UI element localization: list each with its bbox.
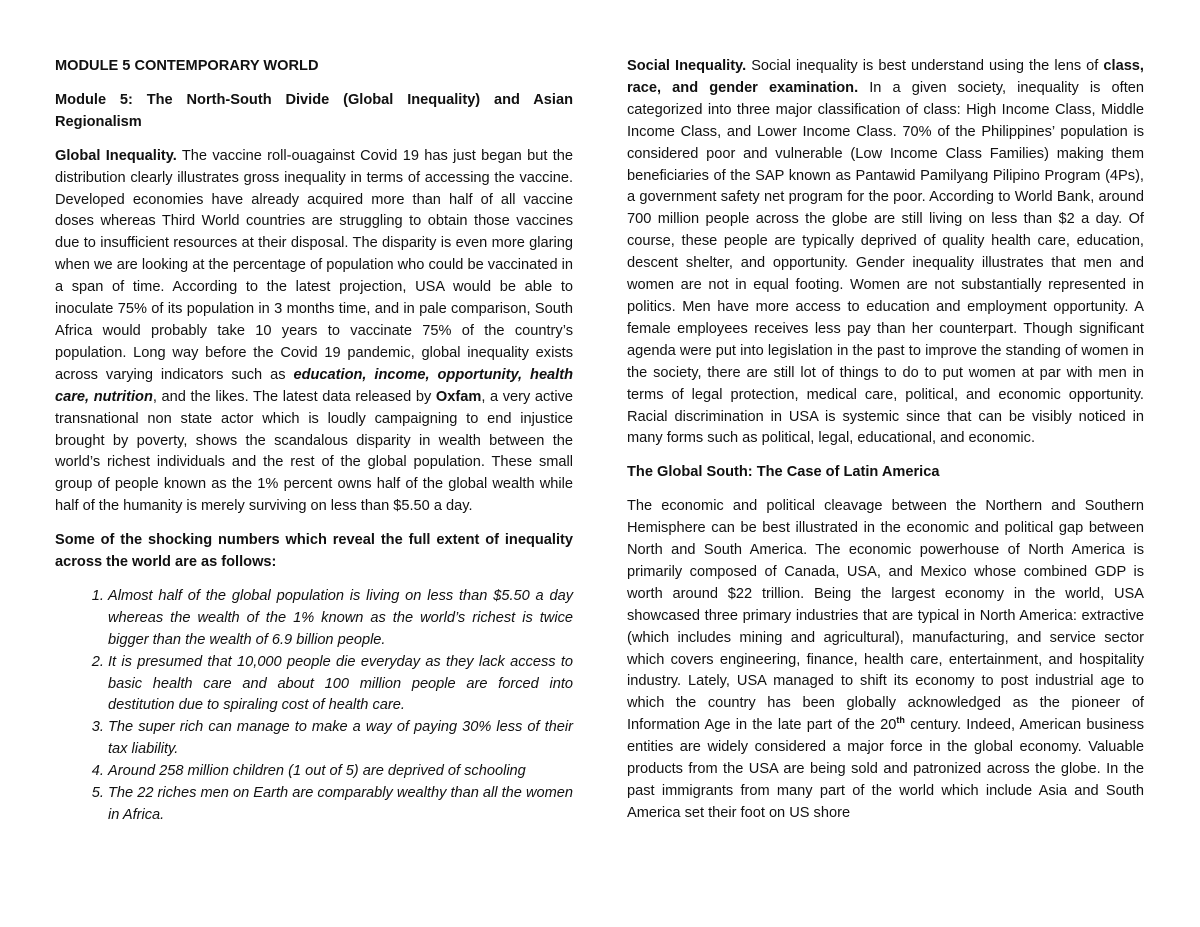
section-heading-global-south: The Global South: The Case of Latin America xyxy=(627,464,940,481)
oxfam-name: Oxfam xyxy=(435,388,482,405)
class-race-gender: class, race, and gender examination. xyxy=(627,58,1144,96)
list-item: 2. It is presumed that 10,000 people die everyday as they lack access to basic health care and about 100 million people are forced into destitution due to spiraling cost of health care. xyxy=(108,652,573,718)
social-inequality-text-b: In a given society, inequality is often categorized into three major classification of class: High Income Class, Middle Income Class, and Lower Income Class. 70% of the Philippines’ population is considered poor and vulnerable (Low Income Class Families) making them beneficiaries of the SAP known as Pantawid Pamilyang Pilipino Program (4Ps), a government safety net program for the poor. According to World Bank, around 700 million people across the globe are still living on less than $2 a day. Of course, these people are typically deprived of quality health care, education, descent shelter, and opportunity. Gender inequality illustrates that men and women are not in equal footing. Women are not substantially represented in politics. Men have more access to education and employment opportunity. A female employees receives less pay than her counterpart. Though significant agenda were put into legislation in the past to improve the standing of women in the society, there are still lot of things to do to put women at par with men in terms of legal protection, medical care, political, and economic opportunity. Racial discrimination in USA is systemic since that can be visibly noticed in many forms such as political, legal, educational, and economic. xyxy=(627,79,1144,447)
list-item: 3. The super rich can manage to make a way of paying 30% less of their tax liability. xyxy=(108,717,573,761)
inequality-indicators: education, income, opportunity, health care, nutrition xyxy=(55,366,574,405)
module-title: MODULE 5 CONTEMPORARY WORLD xyxy=(55,58,319,74)
left-column xyxy=(55,56,573,827)
ordinal-suffix: th xyxy=(896,715,905,726)
right-column xyxy=(627,56,1144,825)
global-inequality-text-b: , and the likes. The latest data released by xyxy=(152,388,436,405)
list-item: 4. Around 258 million children (1 out of 5) are deprived of schooling xyxy=(108,761,573,783)
social-inequality-lead: Social Inequality. xyxy=(627,58,747,74)
social-inequality-text-a: Social inequality is best understand using the lens of xyxy=(746,58,1104,74)
global-inequality-text-a: The vaccine roll-ouagainst Covid 19 has just began but the distribution clearly illustrates gross inequality in terms of accessing the vaccine. Developed economies have already acquired more than half of all vaccine doses whereas Third World countries are struggling to obtain those vaccines due to insufficient resources at their disposal. The disparity is even more glaring when we are looking at the percentage of population who could be vaccinated in a span of time. According to the latest projection, USA would be able to inoculate 75% of its population in 3 months time, and in pale comparison, South Africa would probably take 10 years to vaccinate 75% of the country’s population. Long way before the Covid 19 pandemic, global inequality exists across varying indicators such as xyxy=(55,147,573,383)
inequality-list xyxy=(55,586,573,827)
latin-america-text-a: The economic and political cleavage between the Northern and Southern Hemisphere can be best illustrated in the economic and political gap between North and South America. The economic powerhouse of North America is primarily composed of Canada, USA, and Mexico whose combined GDP is worth around $22 trillion. Being the largest economy in the world, USA showcased three primary industries that are typical in North America: extractive (which includes mining and agricultural), manufacturing, and service sector which covers engineering, finance, health care, entertainment, and hospitality industry. Lately, USA managed to shift its economy to post industrial age to which the country has been globally acknowledged as the pioneer of Information Age in the late part of the 20 xyxy=(627,498,1144,734)
global-inequality-paragraph xyxy=(55,146,573,518)
list-item: 5. The 22 riches men on Earth are comparably wealthy than all the women in Africa. xyxy=(108,783,573,827)
social-inequality-paragraph xyxy=(627,56,1144,450)
global-inequality-lead: Global Inequality. xyxy=(55,147,177,164)
list-heading: Some of the shocking numbers which reveal the full extent of inequality across the world are as follows: xyxy=(55,532,573,571)
latin-america-paragraph xyxy=(627,496,1144,825)
global-inequality-text-c: , a very active transnational non state actor which is loudly campaigning to end injustice brought by poverty, shows the scandalous disparity in wealth between the world’s richest individuals and the rest of the global population. These small group of people known as the 1% percent owns half of the global wealth while half of the humanity is merely surviving on less than $5.50 a day. xyxy=(55,388,574,515)
list-item: 1. Almost half of the global population is living on less than $5.50 a day whereas the wealth of the 1% known as the world’s richest is twice bigger than the wealth of 6.9 billion people. xyxy=(108,586,573,652)
latin-america-text-b: century. Indeed, American business entities are widely considered a major force in the global economy. Valuable products from the USA are being sold and patronized across the globe. In the past immigrants from many part of the world which include Asia and South America set their foot on US shore xyxy=(627,717,1144,821)
module-subtitle: Module 5: The North-South Divide (Global Inequality) and Asian Regionalism xyxy=(55,91,573,130)
